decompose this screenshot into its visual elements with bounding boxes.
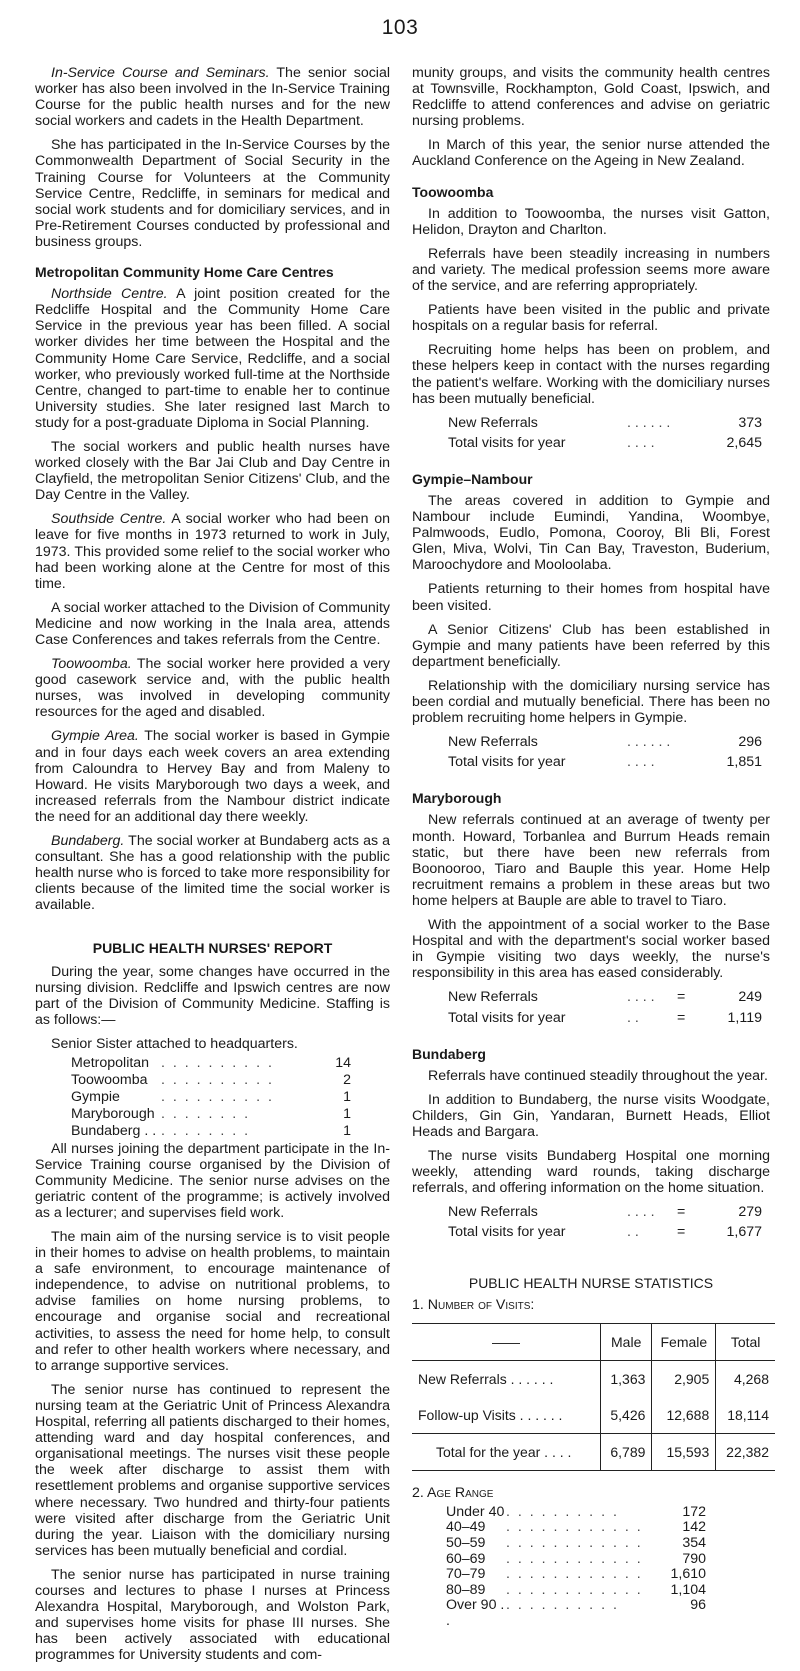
stats-line xyxy=(412,734,770,750)
age-value: 172 xyxy=(682,1503,706,1520)
stats-label: New Referrals xyxy=(448,989,538,1006)
cell-total: 4,268 xyxy=(716,1360,775,1397)
lead-in-southside: Southside Centre. xyxy=(51,511,167,528)
text-toowoomba-sw: The social worker here provided a very good casework service and, with the public health nurses, was involved in developing community resources for the aged and disabled. xyxy=(35,656,390,721)
paragraph-toowoomba-3: Patients have been visited in the public and private hospitals on a regular basis for referral. xyxy=(412,302,770,335)
paragraph-bundaberg-3: The nurse visits Bundaberg Hospital one morning weekly, attending ward rounds, taking discharge referrals, and offering information on the home situation. xyxy=(412,1148,770,1197)
cell-male: 1,363 xyxy=(601,1360,652,1397)
paragraph-phn-intro: During the year, some changes have occurred in the nursing division. Redcliffe and Ipswich centres are now part of the Division of Community Medicine. Staffing is as follows:— xyxy=(35,963,390,1028)
heading-metropolitan: Metropolitan Community Home Care Centres xyxy=(35,264,334,281)
lead-in-inservice: In-Service Course and Seminars. xyxy=(51,65,270,81)
text-gympie-area: The social worker is based in Gympie and in four days each week covers an area extending from Caloundra to Hervey Bay and from Maleny to Howard. He visits Maryborough two days a week, and increased referrals from the Nambour district indicate the need for an additional day there weekly. xyxy=(35,728,390,825)
row-label: Total for the year . . . . xyxy=(412,1433,601,1470)
cell-male: 5,426 xyxy=(601,1397,652,1434)
cell-female: 2,905 xyxy=(652,1360,716,1397)
cell-total: 18,114 xyxy=(716,1397,775,1434)
cell-total: 22,382 xyxy=(716,1433,775,1470)
age-value: 1,104 xyxy=(670,1581,706,1598)
leader-dots: . . . . . . . . . . . . xyxy=(506,1581,643,1598)
age-value: 790 xyxy=(682,1550,706,1567)
stats-label: Total visits for year xyxy=(448,754,566,771)
stats-value: 1,677 xyxy=(726,1224,762,1241)
leader-dots: . . . . . . . . xyxy=(161,1123,251,1140)
staffing-row xyxy=(35,1123,390,1139)
staffing-value: 1 xyxy=(343,1089,351,1106)
equals-sign xyxy=(677,435,707,451)
stats-label: Total visits for year xyxy=(448,1009,566,1026)
heading-maryborough: Maryborough xyxy=(412,790,502,807)
paragraph-toowoomba-sw xyxy=(35,656,390,720)
age-label: Under 40 xyxy=(446,1503,505,1520)
stats-value: 1,851 xyxy=(726,754,762,771)
stats-line xyxy=(412,989,770,1005)
paragraph-inala: A social worker attached to the Division of Community Medicine and now working in the Inala area, attends Case Conferences and takes referrals from the Centre. xyxy=(35,599,390,648)
leader-dots: . . . . . . . . . . xyxy=(161,1072,274,1089)
staffing-label: Maryborough xyxy=(71,1106,155,1123)
stats-line xyxy=(412,1224,770,1240)
heading-gympie-nambour: Gympie–Nambour xyxy=(412,470,533,487)
leader-dots: . . . . . . . . xyxy=(161,1106,251,1123)
heading-toowoomba: Toowoomba xyxy=(412,183,494,200)
age-row xyxy=(412,1520,770,1536)
age-value: 1,610 xyxy=(670,1566,706,1583)
paragraph-inservice xyxy=(35,65,390,129)
paragraph-gympie-2: Patients returning to their homes from hospital have been visited. xyxy=(412,581,770,614)
staffing-title: Senior Sister attached to headquarters. xyxy=(51,1035,298,1052)
paragraph-barjai: The social workers and public health nurses have worked closely with the Bar Jai Club and Day Centre in Clayfield, the metropolitan Senior Citizens' Club, and the Day Centre in the Valley. xyxy=(35,438,390,504)
leader-dots: . . . . xyxy=(627,434,655,451)
staffing-label: Toowoomba xyxy=(71,1072,148,1089)
age-value: 142 xyxy=(682,1519,706,1536)
age-label: Over 90 . . xyxy=(446,1597,505,1629)
table-total-row xyxy=(412,1433,775,1470)
stats-label: Total visits for year xyxy=(448,434,566,451)
paragraph-main-aim: The main aim of the nursing service is to visit people in their homes to advise on health problems, to maintain a safe environment, to encourage maintenance of independence, to advise on nutritional problems, to advise families on home nursing problems, to encourage and organise social and recreational activities, to assess the need for home help, to consult and refer to other health workers where necessary, and to arrange supportive services. xyxy=(35,1229,390,1374)
paragraph-bundaberg-sw xyxy=(35,833,390,913)
staffing-row xyxy=(35,1089,390,1105)
leader-dots: . . . . xyxy=(627,1204,655,1221)
column-header: Female xyxy=(652,1323,716,1360)
paragraph-toowoomba-2: Referrals have been steadily increasing in numbers and variety. The medical profession seems more aware of the service, and are referring appropriately. xyxy=(412,245,770,295)
equals-sign: = xyxy=(677,989,686,1006)
staffing-list xyxy=(35,1055,390,1139)
text-inservice: The senior social worker has also been involved in the In-Service Training Course for the public health nurses and for the new social workers and cadets in the Health Department. xyxy=(35,65,390,130)
row-label: New Referrals . . . . . . xyxy=(418,1370,554,1387)
table-corner: —— xyxy=(412,1323,601,1360)
lead-in-bundaberg: Bundaberg. xyxy=(51,833,125,850)
equals-sign: = xyxy=(677,1224,686,1241)
age-label: 60–69 xyxy=(446,1550,486,1567)
visits-title: 1. Number of Visits: xyxy=(412,1296,535,1313)
leader-dots: . . . . . . . . . . xyxy=(161,1089,274,1106)
stats-value: 296 xyxy=(738,734,762,751)
paragraph-bundaberg-1: Referrals have continued steadily throughout the year. xyxy=(428,1067,768,1084)
paragraph-gympie-1: The areas covered in addition to Gympie and Nambour include Eumindi, Yandina, Woombye, Palmwoods, Eudlo, Pomona, Cooroy, Bli Bli, Forest Glen, Miva, Wolvi, Tin Can Bay, Traveston, Buderium, Maroochydore and Mooloolaba. xyxy=(412,492,770,574)
age-row xyxy=(412,1536,770,1552)
leader-dots: . . . . . . . . . . xyxy=(161,1055,274,1072)
stats-value: 373 xyxy=(738,414,762,431)
age-label: 40–49 xyxy=(446,1519,486,1536)
age-row xyxy=(412,1567,770,1583)
leader-dots: . . . . . . xyxy=(627,414,671,431)
paragraph-gympie-4: Relationship with the domiciliary nursing service has been cordial and mutually beneficial. There has been no problem recruiting home helpers in Gympie. xyxy=(412,677,770,727)
stats-label: New Referrals xyxy=(448,734,538,751)
age-label: 50–59 xyxy=(446,1535,486,1551)
paragraph-northside xyxy=(35,286,390,431)
stats-line xyxy=(412,754,770,770)
paragraph-training: The senior nurse has participated in nurse training courses and lectures to phase I nurses at Princess Alexandra Hospital, Maryborough, and Wolston Park, and supervises home visits for phase III nurses. She has been actively associated with educational programmes for University students and com- xyxy=(35,1566,390,1664)
stats-value: 249 xyxy=(738,989,762,1006)
staffing-value: 14 xyxy=(335,1055,351,1072)
stats-value: 279 xyxy=(738,1204,762,1221)
heading-bundaberg: Bundaberg xyxy=(412,1045,486,1062)
paragraph-gympie-area xyxy=(35,728,390,825)
age-row xyxy=(412,1583,770,1599)
equals-sign xyxy=(677,754,707,770)
page-number: 103 xyxy=(381,16,419,39)
paragraph-maryborough-2: With the appointment of a social worker to the Base Hospital and with the department's social worker based in Gympie visiting two days weekly, the nurse's responsibility in this area has eased considerably. xyxy=(412,917,770,982)
leader-dots: . . . . . . . . . . xyxy=(506,1503,619,1520)
equals-sign xyxy=(677,734,707,750)
stats-line xyxy=(412,1010,770,1026)
paragraph-southside xyxy=(35,511,390,591)
heading-statistics: PUBLIC HEALTH NURSE STATISTICS xyxy=(468,1274,714,1291)
paragraph-bundaberg-2: In addition to Bundaberg, the nurse visits Woodgate, Childers, Gin Gin, Yandaran, Burnett Heads, Elliot Heads and Bargara. xyxy=(412,1091,770,1140)
left-column xyxy=(35,65,390,1671)
paragraph-toowoomba-1: In addition to Toowoomba, the nurses visit Gatton, Helidon, Drayton and Charlton. xyxy=(412,205,770,238)
age-row xyxy=(412,1505,770,1521)
lead-in-toowoomba: Toowoomba. xyxy=(51,656,132,673)
lead-in-northside: Northside Centre. xyxy=(51,286,168,303)
leader-dots: . . xyxy=(627,1224,639,1241)
right-column xyxy=(412,65,770,1630)
leader-dots: . . . . . . . . . . . . xyxy=(506,1519,643,1536)
table-row xyxy=(412,1397,775,1434)
table-row xyxy=(412,1360,775,1397)
paragraph-auckland: In March of this year, the senior nurse attended the Auckland Conference on the Ageing in New Zealand. xyxy=(412,137,770,170)
paragraph-maryborough-1: New referrals continued at an average of twenty per month. Howard, Torbanlea and Burrum Heads remain static, but there have been new referrals from Boonooroo, Tiaro and Bauple this year. Home Help recruitment remains a problem in these areas but two home helpers at Bauple are able to travel to Tiaro. xyxy=(412,812,770,909)
staffing-label: Gympie xyxy=(71,1089,120,1106)
leader-dots: . . xyxy=(627,1009,639,1026)
leader-dots: . . . . . . . . . . . . xyxy=(506,1566,643,1583)
text-southside: A social worker who had been on leave for five months in 1973 returned to work in July, 1973. This provided some relief to the social worker who had been working alone at the Centre for most of this time. xyxy=(35,511,390,592)
age-row xyxy=(412,1552,770,1568)
column-header: Male xyxy=(601,1323,652,1360)
staffing-value: 1 xyxy=(343,1123,351,1140)
visits-table xyxy=(412,1323,775,1471)
stats-value: 2,645 xyxy=(726,434,762,451)
staffing-value: 1 xyxy=(343,1106,351,1123)
paragraph-geriatric: The senior nurse has continued to represent the nursing team at the Geriatric Unit of Princess Alexandra Hospital, referring all patients discharged to their homes, attending ward and day hospital conferences, and organisational meetings. The nurses visit these people the week after discharge to assist them with resettlement problems and organise supportive services where necessary. Two hundred and thirty-four patients were visited after discharge from the Geriatric Unit during the year. Liaison with the domiciliary nursing services has been mutually beneficial and cordial. xyxy=(35,1381,390,1559)
age-range-title: 2. Age Range xyxy=(412,1484,494,1501)
equals-sign: = xyxy=(677,1009,686,1026)
age-value: 96 xyxy=(690,1597,706,1614)
staffing-row xyxy=(35,1072,390,1088)
age-row xyxy=(412,1598,770,1629)
paragraph-all-nurses: All nurses joining the department participate in the In-Service Training course organised by the Division of Community Medicine. The senior nurse advises on the geriatric content of the programme; is actively involved as a lecturer; and supervises field work. xyxy=(35,1140,390,1221)
column-header: Total xyxy=(716,1323,775,1360)
leader-dots: . . . . . . xyxy=(627,734,671,751)
text-northside: A joint position created for the Redcliffe Hospital and the Community Home Care Service in the previous year has been filled. A social worker divides her time between the Hospital and the Community Home Care Service, Redcliffe, and a social worker, who previously worked full-time at the Northside Centre, changed to part-time to enable her to continue University studies. She later resigned last March to study for a post-graduate Diploma in Social Planning. xyxy=(35,286,390,431)
leader-dots: . . . . . . . . . . . . xyxy=(506,1550,643,1567)
heading-phn-report: PUBLIC HEALTH NURSES' REPORT xyxy=(92,939,333,956)
age-value: 354 xyxy=(682,1535,706,1551)
staffing-label: Metropolitan xyxy=(71,1055,150,1072)
staffing-label: Bundaberg . . xyxy=(71,1123,157,1140)
equals-sign: = xyxy=(677,1204,686,1221)
stats-line xyxy=(412,435,770,451)
age-label: 70–79 xyxy=(446,1566,486,1583)
cell-female: 15,593 xyxy=(652,1433,716,1470)
row-label: Follow-up Visits . . . . . . xyxy=(418,1406,563,1423)
paragraph-continued: munity groups, and visits the community health centres at Townsville, Rockhampton, Gold Coast, Ipswich, and Redcliffe to attend conferences and advise on geriatric nursing problems. xyxy=(412,65,770,130)
leader-dots: . . . . . . . . . . . . xyxy=(506,1535,643,1551)
staffing-row xyxy=(35,1055,390,1071)
stats-label: New Referrals xyxy=(448,414,538,431)
stats-line xyxy=(412,1204,770,1220)
age-range-list xyxy=(412,1505,770,1630)
cell-male: 6,789 xyxy=(601,1433,652,1470)
lead-in-gympie: Gympie Area. xyxy=(51,728,139,745)
leader-dots: . . . . . . . . . . xyxy=(506,1597,619,1614)
leader-dots: . . . . xyxy=(627,989,655,1006)
paragraph-commonwealth: She has participated in the In-Service Courses by the Commonwealth Department of Social Security in the Training Course for Volunteers at the Community Service Centre, Redcliffe, in seminars for medical and social work students and for domiciliary services, and in Pre-Retirement Courses conducted by professional and business groups. xyxy=(35,137,390,250)
paragraph-gympie-3: A Senior Citizens' Club has been established in Gympie and many patients have been referred by this department beneficially. xyxy=(412,621,770,670)
staffing-row xyxy=(35,1106,390,1122)
leader-dots: . . . . xyxy=(627,754,655,771)
stats-label: New Referrals xyxy=(448,1204,538,1221)
paragraph-toowoomba-4: Recruiting home helps has been on problem, and these helpers keep in contact with the nurses regarding the patient's welfare. Working with the domiciliary nurses has been mutually beneficial. xyxy=(412,342,770,407)
equals-sign xyxy=(677,415,707,431)
table-header-row xyxy=(412,1323,775,1360)
stats-label: Total visits for year xyxy=(448,1224,566,1241)
text-bundaberg-sw: The social worker at Bundaberg acts as a consultant. She has a good relationship with the public health nurse who is forced to take more responsibility for clients because of the limited time the social worker is available. xyxy=(35,833,390,914)
cell-female: 12,688 xyxy=(652,1397,716,1434)
stats-value: 1,119 xyxy=(727,1009,762,1026)
stats-line xyxy=(412,415,770,431)
age-label: 80–89 xyxy=(446,1581,486,1598)
staffing-value: 2 xyxy=(343,1072,351,1089)
